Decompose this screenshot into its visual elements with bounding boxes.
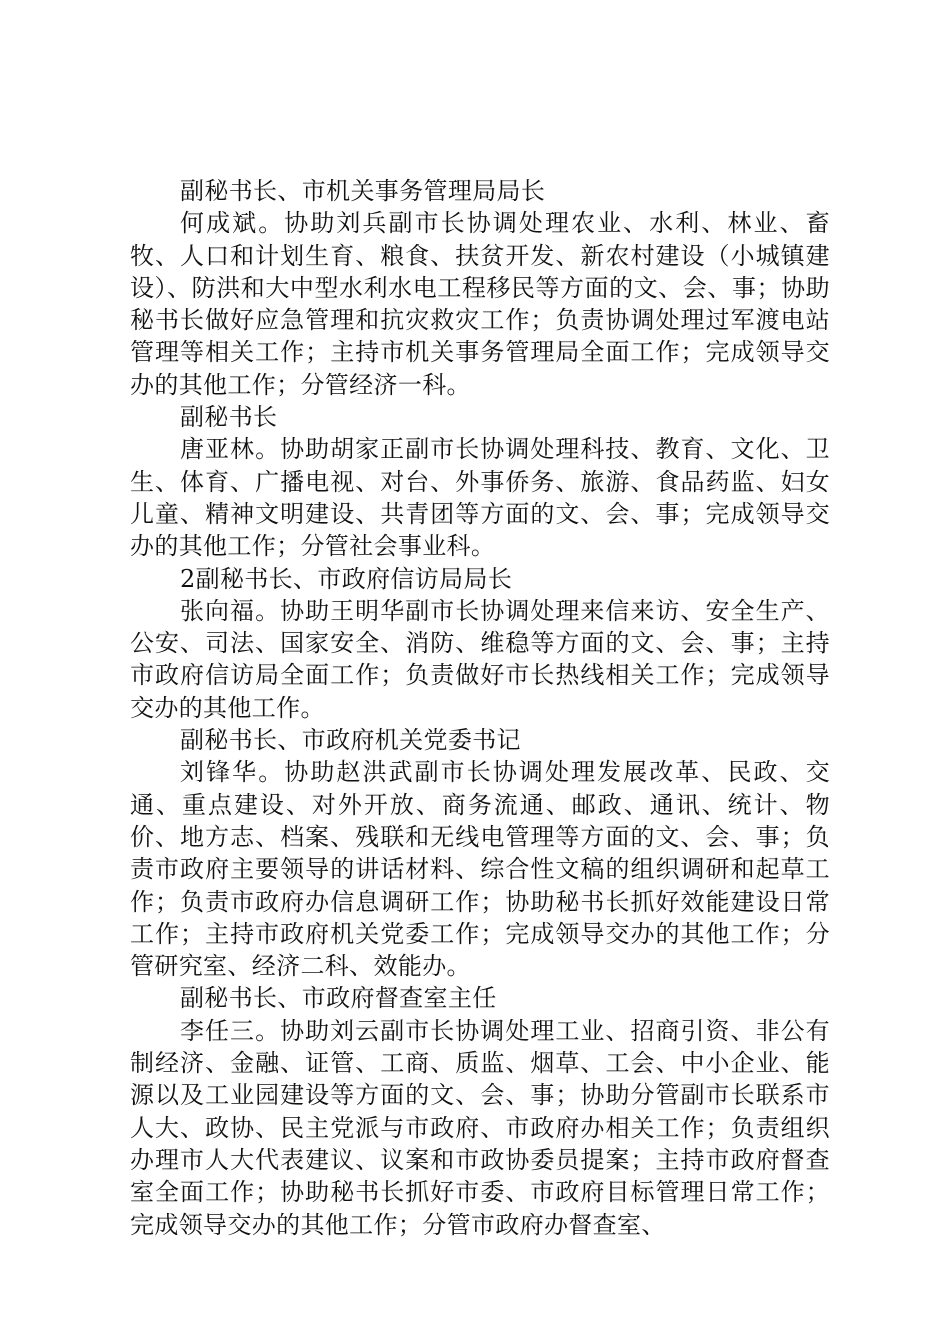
section-heading: 副秘书长、市机关事务管理局局长: [180, 177, 546, 205]
section-heading: 副秘书长: [180, 403, 278, 432]
section-heading: 2副秘书长、市政府信访局局长: [180, 564, 513, 593]
section-heading: 副秘书长、市政府督查室主任: [180, 984, 497, 1013]
section-paragraph: 何成斌。协助刘兵副市长协调处理农业、水利、林业、畜牧、人口和计划生育、粮食、扶贫开发、新农村建设（小城镇建设）、防洪和大中型水利水电工程移民等方面的文、会、事；协助秘书长做好应急管理和抗灾救灾工作；负责协调处理过军渡电站管理等相关工作；主持市机关事务管理局全面工作；完成领导交办的其他工作；分管经济一科。: [130, 209, 830, 399]
section-paragraph: 李任三。协助刘云副市长协调处理工业、招商引资、非公有制经济、金融、证管、工商、质监、烟草、工会、中小企业、能源以及工业园建设等方面的文、会、事；协助分管副市长联系市人大、政协、民主党派与市政府、市政府办相关工作；负责组织办理市人大代表建议、议案和市政协委员提案；主持市政府督查室全面工作；协助秘书长抓好市委、市政府目标管理日常工作；完成领导交办的其他工作；分管市政府办督查室、: [130, 1016, 830, 1239]
section-heading: 副秘书长、市政府机关党委书记: [180, 726, 521, 755]
section-paragraph: 张向福。协助王明华副市长协调处理来信来访、安全生产、公安、司法、国家安全、消防、维稳等方面的文、会、事；主持市政府信访局全面工作；负责做好市长热线相关工作；完成领导交办的其他工作。: [130, 596, 830, 722]
section-paragraph: 刘锋华。协助赵洪武副市长协调处理发展改革、民政、交通、重点建设、对外开放、商务流通、邮政、通讯、统计、物价、地方志、档案、残联和无线电管理等方面的文、会、事；负责市政府主要领导的讲话材料、综合性文稿的组织调研和起草工作；负责市政府办信息调研工作；协助秘书长抓好效能建设日常工作；主持市政府机关党委工作；完成领导交办的其他工作；分管研究室、经济二科、效能办。: [130, 758, 830, 981]
section-paragraph: 唐亚林。协助胡家正副市长协调处理科技、教育、文化、卫生、体育、广播电视、对台、外事侨务、旅游、食品药监、妇女儿童、精神文明建设、共青团等方面的文、会、事；完成领导交办的其他工作；分管社会事业科。: [130, 435, 830, 561]
document-body: [130, 175, 830, 1241]
